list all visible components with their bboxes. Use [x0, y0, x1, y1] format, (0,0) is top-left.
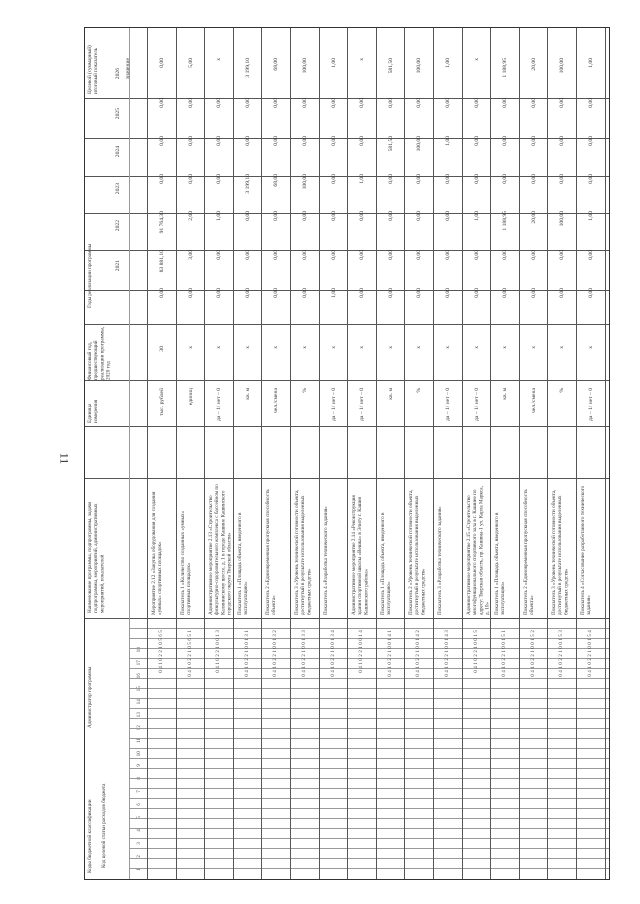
row-value: 0,00: [473, 98, 480, 108]
column-number: 6: [137, 803, 142, 806]
row-value: 0,00: [473, 250, 480, 260]
grid-vline: [176, 28, 177, 879]
column-number: 14: [137, 699, 142, 705]
header-admin: Администратор программы: [87, 666, 93, 728]
row-fin: х: [302, 346, 308, 349]
row-codes: 0 4 1 0 2 2 1 0 0 1 4: [359, 630, 365, 673]
row-value: 0,00: [530, 174, 537, 184]
grid-vline: [547, 28, 548, 879]
row-value: 0,00: [216, 288, 223, 298]
row-value: 0,00: [387, 98, 394, 108]
row-fin: х: [387, 346, 394, 349]
row-value: 0,00: [330, 211, 337, 221]
column-number: 18: [137, 647, 142, 653]
row-value: 1,00: [330, 288, 337, 298]
grid-hline: [129, 678, 609, 679]
row-codes: 0 4 1 0 2 2 1 0 0 1 3 2: [273, 630, 279, 677]
row-value: 0,00: [302, 288, 308, 298]
row-value: 100,00: [416, 58, 423, 74]
row-value: 1,00: [473, 211, 480, 221]
row-value: 0,00: [302, 211, 308, 221]
year-label: 2024: [115, 146, 121, 158]
row-value: 0,00: [187, 136, 194, 146]
header-expense-codes: Код целевой статьи расходов бюджета: [101, 783, 107, 868]
row-fin: х: [530, 346, 537, 349]
row-value: 0,00: [302, 98, 308, 108]
column-number: 3: [137, 842, 142, 845]
row-value: 0,00: [559, 98, 566, 108]
row-unit: чел./смена: [273, 388, 280, 414]
row-value: 0,00: [530, 98, 537, 108]
row-value: 1 188,95: [502, 58, 509, 78]
row-value: 0,00: [387, 288, 394, 298]
row-fin: х: [559, 346, 566, 349]
column-number: 8: [137, 777, 142, 780]
year-label: 2021: [115, 260, 121, 272]
row-value: 1,00: [588, 211, 594, 221]
row-name: Показатель 4 «Согласование разработанного технического задания»: [580, 485, 593, 615]
row-value: 0,00: [445, 250, 451, 260]
row-value: 83 881,10: [159, 250, 165, 273]
row-value: 0,00: [359, 288, 366, 298]
row-codes: 0 4 1 0 2 2 1 0 5 6 5 1: [187, 630, 193, 677]
grid-hline: [129, 858, 609, 859]
row-value: 0,00: [216, 136, 223, 146]
row-unit: да – 1/ нет – 0: [359, 388, 366, 421]
row-value: 91 764,30: [159, 211, 165, 234]
row-unit: чел./смена: [530, 388, 537, 414]
row-value: 0,00: [244, 136, 251, 146]
row-name: Показатель 1 «Площадь объекта, введенного в эксплуатацию»: [494, 512, 507, 615]
row-value: 1,00: [216, 211, 223, 221]
row-value: 5,00: [187, 58, 194, 68]
row-codes: 0 4 1 0 2 2 1 0 0 1 3 4: [330, 630, 336, 677]
grid-vline: [462, 28, 463, 879]
grid-hline: [129, 698, 609, 699]
row-value: 0,00: [187, 98, 194, 108]
row-value: 581,50: [387, 136, 394, 152]
row-codes: 0 4 1 0 2 2 1 0 0 1 3: [216, 630, 222, 673]
row-unit: кв. м: [387, 388, 394, 400]
row-fin: х: [330, 346, 337, 349]
grid-vline: [576, 28, 577, 879]
row-codes: 0 4 1 0 2 2 1 0 0 1 4 3: [445, 630, 450, 677]
row-value: 0,00: [273, 288, 280, 298]
row-fin: х: [273, 346, 280, 349]
row-value: х: [473, 58, 480, 61]
year-label: 2023: [115, 183, 121, 195]
row-fin: х: [244, 346, 251, 349]
row-value: 0,00: [273, 136, 280, 146]
row-value: 68,00: [273, 58, 280, 71]
row-value: 0,00: [588, 250, 594, 260]
grid-hline: [129, 738, 609, 739]
row-codes: 0 4 1 0 2 2 1 0 0 1 4 2: [416, 630, 422, 677]
row-fin: х: [359, 346, 366, 349]
row-codes: 0 4 1 0 2 2 1 0 0 1 5 3: [559, 630, 565, 677]
row-name: Мероприятие 2.12 «Закупка оборудования для создания «умных» спортивных площадок»: [151, 491, 164, 615]
row-fin: х: [502, 346, 509, 349]
row-fin: х: [445, 346, 451, 349]
grid-hline: [129, 758, 609, 759]
row-codes: 0 4 1 0 2 2 1 0 0 1 3 1: [244, 630, 250, 677]
row-value: 0,00: [416, 211, 423, 221]
grid-hline: [129, 628, 609, 629]
header-final: Целевой (суммарный) итоговый показатель: [87, 45, 100, 94]
row-unit: единиц: [187, 388, 194, 406]
row-name: Показатель 2 «Единовременная пропускная способность объекта»: [265, 489, 278, 615]
row-value: 0,00: [159, 136, 165, 146]
grid-vline: [147, 28, 148, 879]
grid-vline: [261, 28, 262, 879]
row-value: х: [359, 58, 366, 61]
grid-vline: [347, 28, 348, 879]
row-fin: 30: [159, 346, 165, 352]
row-unit: кв. м: [244, 388, 251, 400]
row-name: Показатель 1 «Площадь объекта, введенного в эксплуатацию»: [236, 512, 249, 615]
grid-vline: [404, 28, 405, 879]
row-value: 0,00: [416, 98, 423, 108]
row-name: Показатель 1 «Площадь объекта, введенного в эксплуатацию»: [379, 512, 392, 615]
row-codes: 0 4 1 0 2 2 1 0 0 1 5: [473, 630, 479, 673]
grid-hline: [129, 828, 609, 829]
row-value: 1,00: [445, 136, 451, 146]
column-number: 11: [137, 738, 142, 744]
column-number: 13: [137, 712, 142, 718]
row-value: 581,50: [387, 58, 394, 74]
row-name: Административное мероприятие 2.15 «Строительство многофункционального спортивного зала в г. Кашине по адресу: Тверская область, пр. Кашина-1 ул. Карла Маркса, д. 10»: [465, 486, 491, 615]
row-value: 0,00: [359, 136, 366, 146]
row-value: 0,00: [216, 174, 223, 184]
row-value: 0,00: [216, 98, 223, 108]
row-value: 3 199,10: [244, 58, 251, 78]
column-number: 15: [137, 686, 142, 692]
row-unit: да – 1/ нет – 0: [473, 388, 480, 421]
header-finance: Финансовый год, предшествующий реализации программы, 2020 год: [87, 327, 112, 380]
grid-hline: [129, 818, 609, 819]
grid-vline: [490, 28, 491, 879]
row-value: 0,00: [416, 174, 423, 184]
row-value: 0,00: [502, 98, 509, 108]
grid-hline: [129, 808, 609, 809]
row-value: 2,00: [187, 211, 194, 221]
row-value: 0,00: [473, 174, 480, 184]
row-value: 0,00: [445, 98, 451, 108]
grid-vline: [433, 28, 434, 879]
row-codes: 0 4 1 0 2 2 1 0 0 1 4 1: [387, 630, 393, 677]
row-value: 0,00: [416, 288, 423, 298]
header-classification: Коды бюджетной классификации: [87, 799, 93, 873]
column-number: 2: [137, 855, 142, 858]
row-value: 0,00: [502, 250, 509, 260]
row-value: 0,00: [445, 288, 451, 298]
row-codes: 0 4 1 0 2 2 1 0 5 6 5: [159, 630, 164, 673]
row-unit: да – 1/ нет – 0: [216, 388, 223, 421]
row-value: 1,00: [330, 58, 337, 68]
row-value: 0,00: [159, 288, 165, 298]
grid-hline: [129, 838, 609, 839]
row-value: 0,00: [387, 211, 394, 221]
row-value: 0,00: [216, 250, 223, 260]
row-fin: х: [216, 346, 223, 349]
grid-vline: [519, 28, 520, 879]
row-value: 0,00: [559, 174, 566, 184]
grid-vline: [129, 28, 130, 879]
row-value: 100,00: [559, 211, 566, 227]
column-number: 16: [137, 673, 142, 679]
row-fin: х: [187, 346, 194, 349]
row-value: 0,00: [530, 250, 537, 260]
row-value: 0,00: [473, 288, 480, 298]
row-value: 0,00: [330, 250, 337, 260]
row-name: Показатель 3 «Уровень технической готовности объекта, достигнутый в результате использования выделенных бюджетных средств»: [294, 489, 313, 615]
grid-hline: [129, 788, 609, 789]
column-number: 4: [137, 829, 142, 832]
row-value: 1,00: [445, 58, 451, 68]
row-name: Показатель 2 «Единовременная пропускная способность объекта»: [522, 489, 535, 615]
row-value: 0,00: [187, 174, 194, 184]
row-value: 20,00: [530, 211, 537, 224]
row-value: 0,00: [330, 98, 337, 108]
grid-hline: [129, 748, 609, 749]
row-name: Показатель 1 «Количество созданных «умных» спортивных площадок»: [179, 510, 192, 615]
row-value: 0,00: [159, 58, 165, 68]
row-value: 0,00: [359, 98, 366, 108]
header-objective: Наименование программы, подпрограммы, задачи подпрограммы, мероприятий, административных мероприятий, показателей: [87, 501, 106, 613]
grid-hline: [129, 768, 609, 769]
row-unit: да – 1/ нет – 0: [445, 388, 451, 421]
row-value: 68,00: [273, 174, 280, 187]
header-final-sub: значение: [125, 58, 131, 80]
row-fin: х: [473, 346, 480, 349]
column-number: 10: [137, 751, 142, 757]
row-value: 0,00: [502, 174, 509, 184]
table-sheet: [84, 27, 610, 880]
grid-hline: [129, 718, 609, 719]
grid-hline: [129, 798, 609, 799]
row-value: 100,00: [416, 136, 423, 152]
row-codes: 0 4 1 0 2 2 1 0 0 1 5 4: [588, 630, 593, 677]
row-value: 0,00: [159, 98, 165, 108]
row-value: 3 199,10: [244, 174, 251, 194]
grid-hline: [129, 848, 609, 849]
row-value: 0,00: [473, 136, 480, 146]
row-value: 100,00: [302, 174, 308, 190]
row-value: 0,00: [445, 211, 451, 221]
row-value: х: [216, 58, 223, 61]
row-name: Административное мероприятие 2.13 «Строительство физкультурно-оздоровительного комплекса с бассейном по Калининскому шоссе, д. 1 в городе Кашине Кашинского городского округа Тверской области»: [208, 484, 233, 615]
row-value: 1,00: [588, 58, 594, 68]
row-value: 0,00: [330, 174, 337, 184]
row-value: 0,00: [273, 98, 280, 108]
row-codes: 0 4 1 0 2 2 1 0 0 1 3 3: [302, 630, 307, 677]
row-unit: %: [302, 388, 308, 393]
row-value: 0,00: [244, 250, 251, 260]
grid-hline: [129, 728, 609, 729]
column-number: 9: [137, 764, 142, 767]
grid-vline: [290, 28, 291, 879]
column-number: 17: [137, 660, 142, 666]
page-number: 11: [57, 452, 72, 465]
grid-hline: [129, 868, 609, 869]
row-value: 3,00: [187, 250, 194, 260]
row-unit: %: [416, 388, 423, 393]
row-value: 0,00: [530, 136, 537, 146]
row-unit: %: [559, 388, 566, 393]
row-value: 0,00: [244, 288, 251, 298]
row-value: 0,00: [530, 288, 537, 298]
grid-vline: [233, 28, 234, 879]
row-value: 0,00: [588, 174, 594, 184]
row-value: 0,00: [387, 174, 394, 184]
row-value: 0,00: [273, 250, 280, 260]
header-unit: Единица измерения: [87, 399, 100, 423]
row-codes: 0 4 1 0 2 2 1 0 0 1 5 1: [502, 630, 508, 677]
year-label: 2025: [115, 108, 121, 120]
row-value: 0,00: [159, 174, 165, 184]
row-unit: тыс. рублей: [159, 388, 165, 416]
row-value: 0,00: [359, 211, 366, 221]
row-unit: да – 1/ нет – 0: [588, 388, 594, 421]
row-value: 20,00: [530, 58, 537, 71]
row-value: 0,00: [416, 250, 423, 260]
row-value: 0,00: [330, 136, 337, 146]
grid-vline: [319, 28, 320, 879]
row-value: 0,00: [559, 136, 566, 146]
row-unit: кв. м: [502, 388, 509, 400]
row-name: Административное мероприятие 2.14 «Реконструкция здания спортивной школы «Вешка» в Элиту г. Кашин Кашинского района»: [351, 495, 370, 615]
column-number: 12: [137, 725, 142, 731]
row-value: 0,00: [502, 136, 509, 146]
row-value: 0,00: [187, 288, 194, 298]
row-value: 0,00: [273, 211, 280, 221]
row-codes: 0 4 1 0 2 2 1 0 0 1 5 2: [530, 630, 536, 677]
grid-vline: [605, 28, 606, 879]
column-number: 1: [137, 868, 142, 871]
row-name: Показатель 3 «Уровень технической готовности объекта, достигнутый в результате использования выделенных бюджетных средств»: [551, 489, 570, 615]
year-label: 2026: [115, 68, 121, 80]
grid-hline: [129, 778, 609, 779]
row-value: 0,00: [588, 136, 594, 146]
row-name: Показатель 2 «Уровень технической готовности объекта, достигнутый в результате использования выделенных бюджетных средств»: [408, 489, 427, 615]
year-label: 2022: [115, 220, 121, 232]
row-value: 1 188,95: [502, 211, 509, 231]
row-value: 0,00: [559, 250, 566, 260]
row-value: 0,00: [302, 136, 308, 146]
row-name: Показатель 4 «Разработка технического задания»: [322, 506, 329, 615]
row-fin: х: [416, 346, 423, 349]
column-number: 7: [137, 790, 142, 793]
column-number: 5: [137, 816, 142, 819]
row-value: 0,00: [588, 98, 594, 108]
row-value: 0,00: [502, 288, 509, 298]
row-name: Показатель 3 «Разработка технического задания»: [437, 506, 443, 615]
header-years: Годы реализации программы: [87, 243, 93, 308]
grid-hline: [129, 708, 609, 709]
row-value: 0,00: [445, 174, 451, 184]
row-value: 0,00: [244, 211, 251, 221]
row-value: 100,00: [302, 58, 308, 74]
row-value: 0,00: [244, 98, 251, 108]
grid-vline: [204, 28, 205, 879]
row-value: 0,00: [588, 288, 594, 298]
row-value: 0,00: [359, 250, 366, 260]
row-value: 0,00: [559, 288, 566, 298]
row-value: 1,00: [359, 174, 366, 184]
row-value: 0,00: [302, 250, 308, 260]
row-value: 0,00: [387, 250, 394, 260]
row-fin: х: [588, 346, 594, 349]
row-unit: да – 1/ нет – 0: [330, 388, 337, 421]
grid-vline: [376, 28, 377, 879]
row-value: 100,00: [559, 58, 566, 74]
